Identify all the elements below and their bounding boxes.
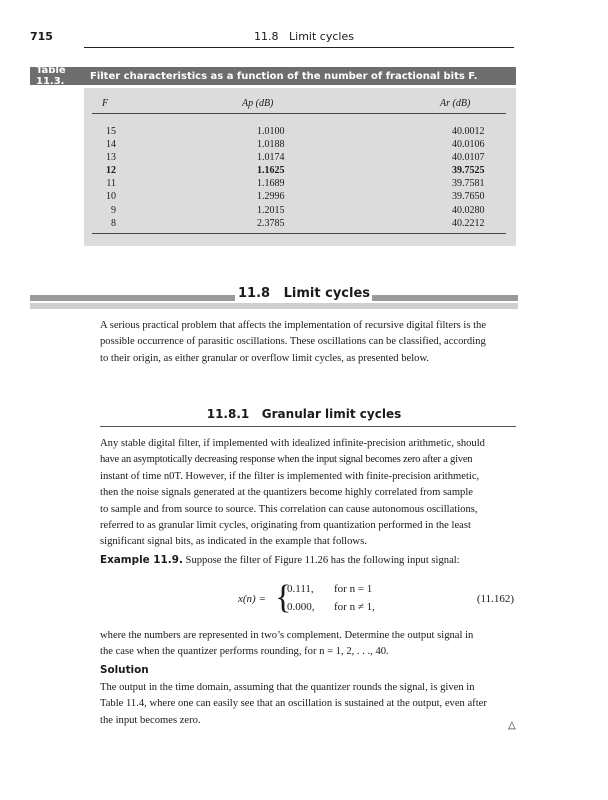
equation-11-162 (100, 579, 516, 620)
text-line: where the numbers are represented in two’s complement. Determine the output signal in (100, 630, 474, 641)
example-line (100, 552, 516, 569)
text-line: then the noise signals generated at the quantizers become highly correlated from sample (100, 487, 474, 499)
text-line: to their origin, as either granular or overflow limit cycles, as presented below. (100, 352, 430, 364)
table-label: Table 11.3. (36, 65, 66, 87)
column-header-f: F (102, 98, 109, 109)
table-panel (84, 88, 516, 246)
cell-ap: 1.1689 (257, 178, 285, 190)
cell-f: 15 (106, 126, 116, 137)
cell-ar: 40.0107 (452, 152, 485, 164)
table-row (84, 217, 516, 230)
solution-label: Solution (100, 664, 149, 676)
table-row (84, 177, 516, 190)
cell-f: 11 (106, 178, 116, 190)
text-line: referred to as granular limit cycles, originating from quantization performed in the least (100, 520, 471, 532)
equation-number: (11.162) (476, 593, 514, 605)
example-intro (100, 552, 516, 569)
column-header-ar: Ar (dB) (440, 98, 471, 109)
table-row-highlighted (84, 164, 516, 177)
cell-ar: 39.7525 (452, 165, 485, 177)
running-title: 11.8 Limit cycles (254, 30, 354, 43)
text-line: significant signal bits, as indicated in the example that follows. (100, 536, 367, 548)
case-1-condition: for n = 1 (334, 583, 373, 595)
brace-symbol: { (275, 579, 292, 616)
text-line: the input becomes zero. (100, 714, 201, 726)
cell-f: 14 (106, 139, 116, 151)
cell-ar: 40.0280 (452, 204, 485, 216)
section-title: 11.8 Limit cycles (237, 286, 371, 301)
cell-f: 12 (106, 165, 116, 177)
subsection-title: 11.8.1 Granular limit cycles (206, 407, 402, 421)
cell-ap: 2.3785 (257, 217, 285, 229)
cell-ap: 1.0174 (257, 152, 285, 164)
case-1-value: 0.111, (287, 583, 314, 595)
text-line: the case when the quantizer performs rounding, for n = 1, 2, . . ., 40. (100, 646, 389, 658)
cell-ap: 1.2015 (257, 204, 285, 216)
text-line: Table 11.4, where one can easily see that an oscillation is sustained at the output, even after (100, 698, 487, 710)
cell-f: 9 (111, 204, 116, 216)
subsection-paragraph (100, 436, 516, 551)
table-caption: Filter characteristics as a function of the number of fractional bits F. (90, 70, 478, 82)
text-line: instant of time n0T. However, if the filter is implemented with finite-precision arithmetic, (100, 470, 480, 482)
text-line: Any stable digital filter, if implemented with idealized infinite-precision arithmetic, should (100, 438, 485, 449)
example-after (100, 628, 516, 661)
equation-case-2 (287, 601, 375, 613)
cell-f: 13 (106, 152, 116, 164)
table-row (84, 125, 516, 138)
cell-ar: 39.7581 (452, 178, 485, 190)
cell-ar: 40.0012 (452, 126, 485, 137)
table-bottom-rule (92, 233, 506, 234)
text-line: possible occurrence of parasitic oscillations. These oscillations can be classified, according (100, 336, 486, 348)
table-row (84, 151, 516, 164)
text-line: A serious practical problem that affects the implementation of recursive digital filters is the (100, 320, 487, 331)
example-label: Example 11.9. (100, 554, 183, 566)
example-text: Suppose the filter of Figure 11.26 has the following input signal: (185, 555, 460, 566)
equation-case-1 (287, 583, 373, 595)
equation-lhs: x(n) = (238, 593, 266, 605)
section-intro (100, 318, 516, 367)
cell-ap: 1.0100 (257, 126, 285, 137)
text-line: to sample and from source to source. This correlation can cause autonomous oscillations, (100, 503, 478, 515)
table-row (84, 190, 516, 203)
cell-f: 10 (106, 191, 116, 203)
table-row (84, 204, 516, 217)
cell-ap: 1.2996 (257, 191, 285, 203)
text-line: have an asymptotically decreasing response when the input signal becomes zero after a given (100, 454, 473, 466)
cell-ap: 1.0188 (257, 139, 285, 151)
column-header-ap: Ap (dB) (242, 98, 274, 109)
table-body (84, 125, 516, 230)
subsection-rule (100, 426, 516, 427)
cell-ar: 40.2212 (452, 217, 485, 229)
solution-text (100, 680, 516, 729)
cell-ar: 39.7650 (452, 191, 485, 203)
cell-ar: 40.0106 (452, 139, 485, 151)
case-2-condition: for n ≠ 1, (334, 601, 375, 613)
table-caption-bar (30, 67, 516, 85)
section-underbar (30, 303, 518, 309)
page-number: 715 (30, 30, 53, 43)
table-row (84, 138, 516, 151)
text-line: The output in the time domain, assuming that the quantizer rounds the signal, is given in (100, 682, 475, 693)
end-of-example-mark: △ (508, 720, 516, 731)
case-2-value: 0.000, (287, 601, 315, 613)
header-rule (84, 47, 514, 48)
cell-ap: 1.1625 (257, 165, 285, 177)
cell-f: 8 (111, 217, 116, 229)
table-top-rule (92, 113, 506, 114)
